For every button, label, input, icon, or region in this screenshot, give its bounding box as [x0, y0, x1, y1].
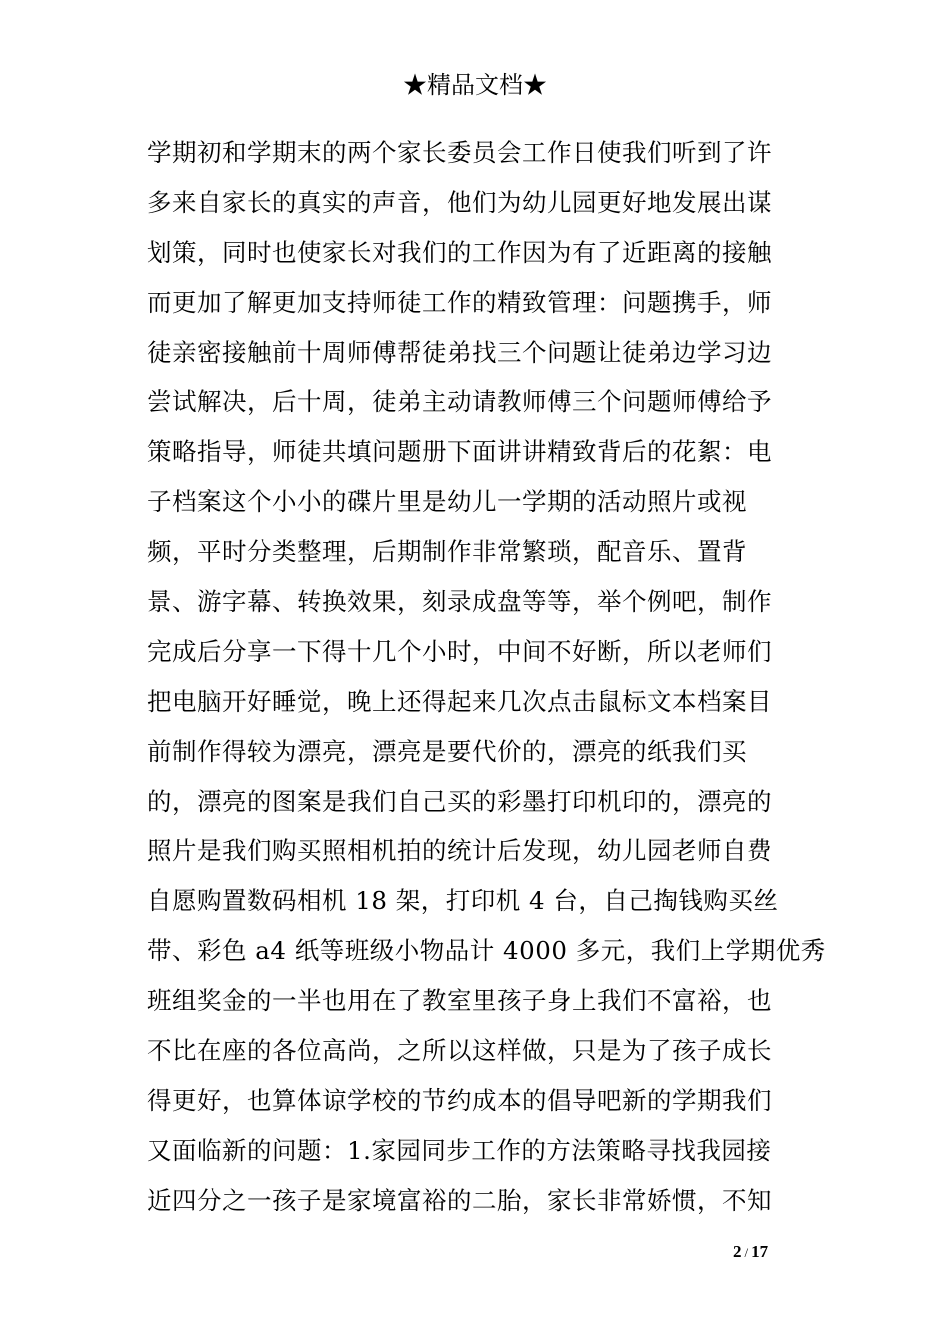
text-line: 而更加了解更加支持师徒工作的精致管理：问题携手，师: [147, 287, 772, 317]
text-line: 划策，同时也使家长对我们的工作因为有了近距离的接触: [147, 237, 772, 267]
text-line: 班组奖金的一半也用在了教室里孩子身上我们不富裕，也: [147, 986, 772, 1016]
text-line: 把电脑开好睡觉，晚上还得起来几次点击鼠标文本档案目: [147, 686, 772, 716]
text-line: 近四分之一孩子是家境富裕的二胎，家长非常娇惯，不知: [147, 1185, 772, 1215]
text-line: 不比在座的各位高尚，之所以这样做，只是为了孩子成长: [147, 1036, 772, 1066]
document-title: ★精品文档★: [403, 71, 547, 99]
text-line: 完成后分享一下得十几个小时，中间不好断，所以老师们: [147, 636, 772, 666]
text-line: 尝试解决，后十周，徒弟主动请教师傅三个问题师傅给予: [147, 387, 772, 417]
text-line: 策略指导，师徒共填问题册下面讲讲精致背后的花絮：电: [147, 437, 772, 467]
text-line: 学期初和学期末的两个家长委员会工作日使我们听到了许: [147, 138, 772, 167]
text-line: 自愿购置数码相机 18 架，打印机 4 台，自己掏钱购买丝: [147, 886, 779, 916]
text-line: 的，漂亮的图案是我们自己买的彩墨打印机印的，漂亮的: [147, 786, 772, 816]
page-separator: /: [744, 1245, 749, 1260]
text-line: 照片是我们购买照相机拍的统计后发现，幼儿园老师自费: [147, 836, 772, 866]
text-line: 徒亲密接触前十周师傅帮徒弟找三个问题让徒弟边学习边: [147, 337, 772, 367]
total-pages: 17: [751, 1242, 769, 1261]
body-text: [147, 128, 826, 1226]
text-line: 频，平时分类整理，后期制作非常繁琐，配音乐、置背: [147, 537, 747, 567]
text-line: 多来自家长的真实的声音，他们为幼儿园更好地发展出谋: [147, 187, 772, 217]
text-line: 子档案这个小小的碟片里是幼儿一学期的活动照片或视: [147, 487, 747, 517]
current-page: 2: [733, 1242, 742, 1261]
page-header: [0, 68, 950, 102]
text-line: 又面临新的问题：1.家园同步工作的方法策略寻找我园接: [147, 1135, 772, 1165]
text-line: 得更好，也算体谅学校的节约成本的倡导吧新的学期我们: [147, 1085, 772, 1115]
page-number: [733, 1241, 768, 1264]
text-line: 带、彩色 a4 纸等班级小物品计 4000 多元，我们上学期优秀: [147, 936, 826, 966]
text-line: 景、游字幕、转换效果，刻录成盘等等，举个例吧，制作: [147, 587, 772, 617]
text-line: 前制作得较为漂亮，漂亮是要代价的，漂亮的纸我们买: [147, 736, 747, 766]
